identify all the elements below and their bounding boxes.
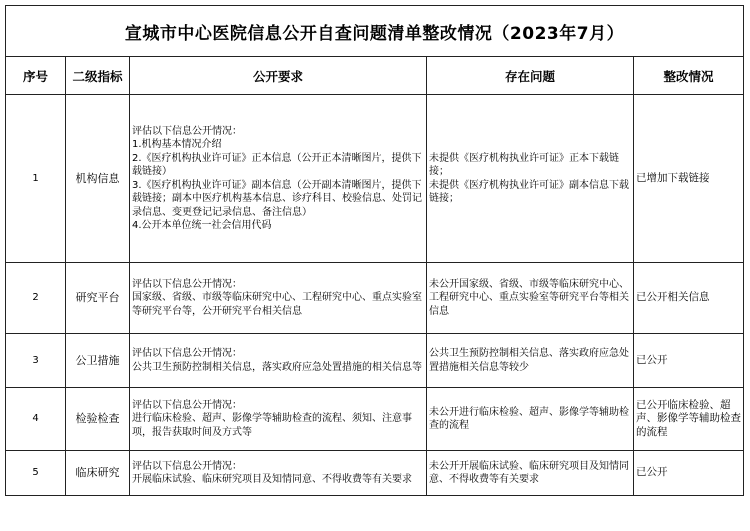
requirement-line: 国家级、省级、市级等临床研究中心、工程研究中心、重点实验室等研究平台等，公开研究平台相关信息 (132, 292, 422, 317)
requirement-line: 评估以下信息公开情况： (132, 399, 242, 411)
table-row (6, 388, 744, 451)
issue-line: 未公开开展临床试验、临床研究项目及知情同意、不得收费等有关要求 (429, 460, 629, 485)
cell-indicator: 检验检查 (66, 388, 130, 451)
title-row (6, 6, 744, 57)
cell-rectification: 已公开 (634, 334, 744, 388)
header-requirement: 公开要求 (130, 57, 427, 95)
rectification-table (5, 5, 744, 496)
issue-line: 公共卫生预防控制相关信息、落实政府应急处置措施相关信息等较少 (429, 348, 629, 373)
header-seq: 序号 (6, 57, 66, 95)
requirement-line: 4.公开本单位统一社会信用代码 (132, 220, 272, 231)
issue-line: 未公开进行临床检验、超声、影像学等辅助检查的流程 (429, 406, 629, 431)
cell-requirement (130, 95, 427, 263)
issue-line: 未公开国家级、省级、市级等临床研究中心、工程研究中心、重点实验室等研究平台等相关信息 (429, 278, 629, 317)
cell-rectification: 已公开临床检验、超声、影像学等辅助检查的流程 (634, 388, 744, 451)
table-row (6, 263, 744, 334)
requirement-line: 3.《医疗机构执业许可证》副本信息（公开副本清晰图片，提供下载链接；副本中医疗机构基本信息、诊疗科目、校验信息、处罚记录信息、变更登记记录信息、备注信息） (132, 179, 422, 218)
table-row (6, 451, 744, 496)
cell-issue (427, 95, 634, 263)
header-row (6, 57, 744, 95)
cell-requirement (130, 451, 427, 496)
cell-rectification: 已公开 (634, 451, 744, 496)
requirement-line: 1.机构基本情况介绍 (132, 139, 222, 150)
cell-indicator: 临床研究 (66, 451, 130, 496)
cell-indicator: 机构信息 (66, 95, 130, 263)
table-row (6, 95, 744, 263)
cell-rectification: 已增加下载链接 (634, 95, 744, 263)
cell-indicator: 公卫措施 (66, 334, 130, 388)
cell-seq: 5 (6, 451, 66, 496)
header-issue: 存在问题 (427, 57, 634, 95)
document-title: 宣城市中心医院信息公开自查问题清单整改情况（2023年7月） (6, 6, 744, 57)
issue-line: 未提供《医疗机构执业许可证》正本下载链接； (429, 152, 619, 177)
cell-issue (427, 388, 634, 451)
cell-issue (427, 334, 634, 388)
cell-requirement (130, 263, 427, 334)
cell-requirement (130, 334, 427, 388)
requirement-line: 公共卫生预防控制相关信息，落实政府应急处置措施的相关信息等 (132, 361, 422, 373)
table-row (6, 334, 744, 388)
requirement-line: 评估以下信息公开情况： (132, 278, 242, 290)
cell-indicator: 研究平台 (66, 263, 130, 334)
cell-issue (427, 451, 634, 496)
requirement-line: 开展临床试验、临床研究项目及知情同意、不得收费等有关要求 (132, 474, 412, 485)
requirement-line: 2.《医疗机构执业许可证》正本信息（公开正本清晰图片，提供下载链接） (132, 152, 422, 177)
requirement-line: 进行临床检验、超声、影像学等辅助检查的流程、须知、注意事项，报告获取时间及方式等 (132, 413, 412, 438)
requirement-line: 评估以下信息公开情况： (132, 460, 242, 472)
cell-rectification: 已公开相关信息 (634, 263, 744, 334)
cell-requirement (130, 388, 427, 451)
header-indicator: 二级指标 (66, 57, 130, 95)
requirement-line: 评估以下信息公开情况： (132, 125, 242, 137)
requirement-line: 评估以下信息公开情况： (132, 348, 242, 359)
cell-seq: 3 (6, 334, 66, 388)
cell-seq: 2 (6, 263, 66, 334)
issue-line: 未提供《医疗机构执业许可证》副本信息下载链接； (429, 179, 629, 204)
cell-seq: 1 (6, 95, 66, 263)
cell-seq: 4 (6, 388, 66, 451)
header-rectification: 整改情况 (634, 57, 744, 95)
cell-issue (427, 263, 634, 334)
